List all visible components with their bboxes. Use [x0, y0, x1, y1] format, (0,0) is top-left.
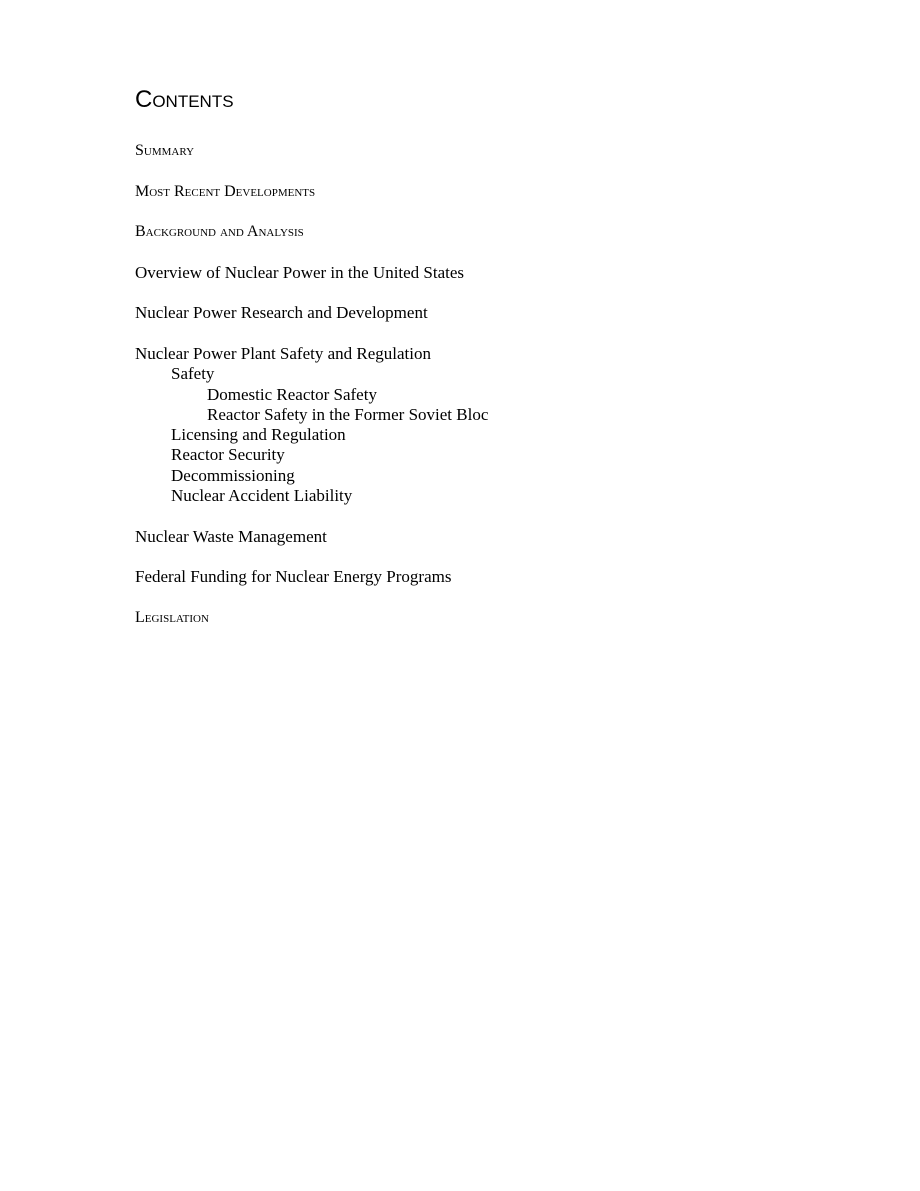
toc-entry-background-and-analysis[interactable]: Background and Analysis	[135, 223, 304, 241]
toc-entry-licensing-and-regulation[interactable]: Licensing and Regulation	[171, 425, 346, 445]
toc-entry-decommissioning[interactable]: Decommissioning	[171, 465, 295, 485]
toc-entry-domestic-reactor-safety[interactable]: Domestic Reactor Safety	[207, 384, 377, 404]
toc-entry-nuclear-accident-liability[interactable]: Nuclear Accident Liability	[171, 486, 353, 506]
toc-entry-plant-safety-and-regulation[interactable]: Nuclear Power Plant Safety and Regulation	[135, 343, 432, 363]
toc-entry-summary[interactable]: Summary	[135, 142, 195, 159]
table-of-contents	[135, 141, 488, 628]
toc-entry-safety[interactable]: Safety	[171, 364, 215, 384]
toc-entry-soviet-bloc-reactor-safety[interactable]: Reactor Safety in the Former Soviet Bloc	[207, 404, 489, 424]
toc-entry-research-and-development[interactable]: Nuclear Power Research and Development	[135, 303, 428, 323]
toc-entry-most-recent-developments[interactable]: Most Recent Developments	[135, 182, 316, 200]
toc-entry-overview-nuclear-power[interactable]: Overview of Nuclear Power in the United States	[135, 262, 465, 282]
toc-entry-reactor-security[interactable]: Reactor Security	[171, 445, 285, 465]
toc-entry-nuclear-waste-management[interactable]: Nuclear Waste Management	[135, 526, 327, 546]
toc-entry-federal-funding[interactable]: Federal Funding for Nuclear Energy Programs	[135, 567, 452, 587]
contents-heading: Contents	[135, 86, 234, 113]
toc-entry-legislation[interactable]: Legislation	[135, 608, 209, 626]
